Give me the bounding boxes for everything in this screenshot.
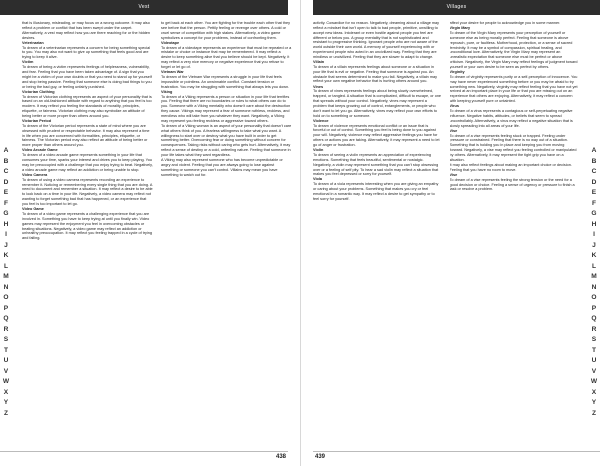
entry-heading: Virgin Mary [449, 26, 471, 31]
entry-text: To dream of using a video camera represents recording an experience to remember it. Noticing or remembering every single thing that you are doing. A need to document and remember a situation. It may reflect a desire to be able to look back on a time in your life. Negatively, a video camera may reflect not wanting to forget something bad that has happened, or an experience that you feel is too important to let go. [22, 177, 153, 206]
entry-heading: Victim [22, 60, 34, 65]
dictionary-entry [161, 70, 292, 89]
entry-text: To dream of a video arcade game represents something in your life that consumes your time, sparks your interest and drives you to keep playing. You may be preoccupied with a challenge that you enjoy trying to beat. Negatively, a video arcade game may reflect an addiction or being unable to stop. [22, 153, 153, 172]
alphabet-letter: E [3, 189, 9, 196]
entry-heading: Violin [313, 148, 324, 153]
alphabet-letter: G [591, 210, 597, 217]
right-page [300, 0, 600, 466]
entry-text: To dream of violence represents emotional conflict or an issue that is forceful or out of control. Something you feel is being done to you against your will. Negatively, violence may reflect aggressive feelings you have for others or actions you are taking. Alternatively, it may represent a need to let go of anger or frustration. [313, 123, 440, 147]
right-column-2 [450, 21, 579, 440]
alphabet-letter: J [4, 241, 8, 249]
entry-heading: Vietnam War [161, 70, 184, 75]
entry-text: To dream of Victorian clothing represents an aspect of your personality that is based on an old-fashioned attitude with regard to anything that you feel is too modern. It may reflect you feeling the standards of morality, principles, etiquette, or fairness. Victorian clothing may also symbolize an attitude of being better or more proper than others around you. [22, 94, 152, 118]
alphabet-letter: M [591, 273, 597, 280]
entry-heading: Violence [313, 118, 329, 123]
entry-text: To dream of the Vietnam War represents a struggle in your life that feels impossible or pointless. An unwinnable conflict. Constant tension or frustration. You may be struggling with something that always lets you down. [161, 74, 290, 89]
alphabet-letter: P [3, 304, 9, 312]
alphabet-letter: O [3, 294, 9, 301]
entry-heading: Veterinarian [22, 40, 44, 45]
alphabet-letter: Y [3, 399, 9, 406]
entry-text: A Viking may also represent someone who has become unpredictable or angry and violent. Feeling that you are always going to lose against something or someone you can't control. Villains may mean you have something to watch out for. [161, 158, 283, 177]
entry-heading: Videotape [161, 40, 180, 45]
alphabet-letter: I [593, 231, 595, 238]
alphabet-letter: A [591, 147, 597, 154]
dictionary-entry [450, 173, 579, 192]
dictionary-entry [22, 119, 153, 148]
entry-text: To dream of a villain represents feelings about someone or a situation in your life that is evil or negative. Feeling that someone is against you. An obstacle that seems determined to make you fail. Negatively, a villain may reflect your own negative behavior that is hurting others around you. [313, 64, 438, 84]
dictionary-entry [313, 21, 442, 60]
dictionary-entry [450, 104, 579, 128]
alphabet-letter: Q [591, 315, 597, 322]
alphabet-letter: X [591, 388, 597, 396]
dictionary-entry [22, 148, 153, 172]
alphabet-letter: D [591, 178, 597, 186]
alphabet-letter: B [3, 157, 9, 165]
entry-text: To dream of a veterinarian represents a concern for being something special to you. You may also not want to give up something that feels good and are trying to keep it alive. [22, 45, 151, 60]
alphabet-letter: K [3, 252, 9, 259]
alphabet-letter: E [591, 189, 597, 196]
entry-text: to get back at each other. You are fighting for the trouble each other that they see before that the person. Pettily feeling or revenge over others. A cold or cruel sense of competition with high stakes. Alternatively, a video game symbolizes a concept for your problems, instead of confronting them. [161, 21, 290, 40]
entry-text: that is illusionary, misleading, or may focus on a wrong outcome. It may also reflect a problem or conflict that has been swept under the carpet. Alternatively, a vest may reflect how you are there reaching for or the hidden desires. [22, 21, 151, 40]
dictionary-entry [161, 41, 292, 70]
alphabet-letter: A [3, 147, 9, 154]
entry-text: To dream of vines represents feelings about being slowly overwhelmed, trapped, or tangled. A situation that is complicated, difficult to escape, or one that spreads without your control. Negatively, vines may represent a problem that keeps growing out of control, entanglements, or people who don't want to let you go. Alternatively, vines may reflect your own efforts to hold on to something or someone. [313, 89, 442, 118]
dictionary-entry [313, 177, 442, 201]
entry-text: To dream of a vise represents feeling stuck or trapped. Feeling under pressure or constrained. Feeling that there is no way out of a situation. Something that is holding you in place and keeping you from moving forward. Negatively, a vise may reflect you feeling controlled or manipulated by others. Alternatively, it may represent the tight grip you have on a situation. [449, 133, 577, 162]
alphabet-letter: D [3, 178, 9, 186]
dictionary-entry [313, 119, 442, 148]
entry-heading: Villain [313, 60, 325, 65]
entry-text: It may also reflect feelings about making an important choice or decision. Feeling that you have no room to move. [449, 162, 572, 172]
dictionary-entry [313, 148, 442, 177]
entry-heading: Vise [449, 172, 458, 177]
alphabet-letter: U [591, 357, 597, 364]
entry-text: To dream of the Victorian period represents a state of mind where you are obsessed with prudent or respectable behavior. It may also represent a time in life when you are concerned with formalities, principles, etiquette, or fairness. The Victorian period may also reflect an attitude of being better or more proper than others around you. [22, 123, 150, 148]
right-page-header: Villages [313, 0, 600, 15]
entry-text: activity. Cowardice for no reason. Negatively, dreaming about a village may reflect a mindset that isn't open to talk to bad people, primitive, unwilling to accept new ideas. Intolerant or even hostile against people you feel are different or below you. A group mentality that is not sophisticated and resistant to progressive thinking. Ignorant people who are not aware of the world outside their own world. A memory of yourself experiencing with or experienced people who acted in an uncivilized way. Feeling that they are mindless or uncivilized. Feeling that they are slower to adapt to change. [313, 21, 440, 59]
dictionary-entry [313, 60, 442, 84]
alphabet-letter: Q [3, 315, 9, 322]
entry-heading: Video Camera [22, 172, 48, 177]
entry-heading: Vines [313, 84, 324, 89]
alphabet-letter: N [591, 283, 597, 291]
alphabet-letter: F [3, 199, 9, 207]
alphabet-letter: S [591, 336, 597, 343]
alphabet-letter: V [3, 367, 9, 375]
alphabet-letter: Z [591, 409, 597, 417]
alphabet-letter: L [591, 262, 597, 270]
alphabet-letter: M [3, 273, 9, 280]
dictionary-entry [450, 70, 579, 104]
left-page-number: 438 [275, 454, 286, 460]
alphabet-letter: X [3, 388, 9, 396]
right-page-footer [313, 451, 600, 466]
left-page-header: Vest [0, 0, 288, 15]
entry-heading: Virus [449, 104, 459, 109]
alphabet-letter: Z [3, 409, 9, 417]
alphabet-letter: P [591, 304, 597, 312]
alphabet-letter: O [591, 294, 597, 301]
alphabet-letter: H [591, 220, 597, 228]
alphabet-letter: W [2, 378, 10, 385]
dictionary-entry [161, 21, 292, 40]
entry-heading: Viola [313, 177, 323, 182]
entry-text: To dream of a virus represents a contagious or self-perpetuating negative influence. Negative habits, attitudes, or beliefs that seem to spread uncontrollably. Alternatively, a virus may reflect a negative situation that is slowly spreading into all areas of your life. [449, 109, 573, 128]
dictionary-entry [450, 129, 579, 163]
left-column-1 [22, 21, 153, 440]
right-page-columns [313, 21, 578, 440]
alphabet-letter: R [3, 325, 9, 333]
right-column-1 [313, 21, 442, 440]
entry-heading: Virginity [449, 70, 465, 75]
alphabet-letter: V [591, 367, 597, 375]
entry-heading: Video Game [22, 207, 44, 212]
alphabet-letter: C [3, 168, 9, 175]
entry-heading: Victorian Clothing [22, 89, 55, 94]
alphabet-letter: W [590, 378, 598, 385]
dictionary-entry [313, 85, 442, 119]
dictionary-entry [22, 173, 153, 207]
alphabet-letter: F [591, 199, 597, 207]
alphabet-letter: U [3, 357, 9, 364]
entry-text: To dream of a video game represents a challenging experience that you are involved in. Something you have to keep trying at until you finally win. Video games may represent the enjoyment you feel in overcoming obstacles or beating situations. Negatively, a video game may reflect an addiction or unhealthy preoccupation. It may reflect you feeling trapped in a cycle of trying and failing. [22, 211, 153, 241]
dictionary-entry [22, 60, 153, 89]
entry-heading: Video Arcade Game [22, 148, 58, 153]
alphabet-letter: B [591, 157, 597, 165]
right-page-number: 439 [315, 454, 326, 460]
alphabet-letter: T [3, 346, 9, 354]
entry-text: To dream of virginity represents purity or a self-perception of innocence. You may have never experienced something before or you may be afraid to try something new. Negatively, virginity may reflect feeling that you have not yet arrived at an important place in your life or that you are missing out on an experience that others are enjoying. Alternatively, it may reflect a concern with keeping yourself pure or untainted. [449, 74, 578, 104]
entry-text: To dream of seeing a violin represents an appreciation of experiencing emotions. Something that feels beautiful, sentimental or nostalgic. Negatively, a violin may represent something that you can't stop obsessing over or a feeling of self pity. To hear a sad violin may reflect a situation that makes you feel depressed or sorry for yourself. [313, 152, 439, 177]
alphabet-letter: G [3, 210, 9, 217]
dictionary-entry [450, 163, 579, 173]
entry-text: To dream of a viola represents interesting when you are giving an empathy or caring about your problems. Something that makes you cry or feel emotional in a romantic way. It may reflect a desire to get sympathy or to feel sorry for yourself. [313, 182, 439, 201]
alphabet-letter: T [591, 346, 597, 354]
left-page-footer [0, 451, 288, 466]
entry-text: To dream of the Virgin Mary represents your perception of yourself or someone else as being morally perfect. Feeling that someone is above reproach, pure, or faultless. Motherhood, protection, or a sense of sacred femininity. It may be a symbol of compassion, spiritual healing, and unconditional love. Alternatively, the Virgin Mary may represent an unrealistic expectation that someone else must be perfect or above criticism. Negatively, the Virgin Mary may reflect feelings of judgment toward yourself or your own desire to be seen as perfect by others. [449, 30, 578, 69]
entry-text: To dream of a videotape represents an experience that must be repeated or a mistake or choice or instance that may be remembered. It may reflect a desire to keep something alive that you believe should be kept. Negatively, it may reflect a very nice memory or negative experience that you refuse to forget or let go of. [161, 45, 292, 69]
entry-text: To dream of a vise represents feeling the strong tension or the need for a good decision or choice. Feeling a sense of urgency or pressure to finish a task or resolve a problem. [449, 177, 575, 192]
alphabet-letter: N [3, 283, 9, 291]
alphabet-letter: R [591, 325, 597, 333]
dictionary-entry [450, 21, 579, 26]
alphabet-letter: K [591, 252, 597, 259]
entry-heading: Vise [449, 128, 458, 133]
right-alphabet-index [589, 146, 599, 419]
alphabet-letter: H [3, 220, 9, 228]
dictionary-entry [161, 90, 292, 124]
left-page-columns [22, 21, 292, 440]
dictionary-entry [161, 124, 292, 158]
alphabet-letter: L [3, 262, 9, 270]
left-alphabet-index [1, 146, 11, 419]
dictionary-entry [161, 158, 292, 177]
dictionary-entry [22, 207, 153, 241]
entry-text: To dream of a Viking woman is an aspect of your personality that doesn't care what others think of you. A fearless willingness to take what you want. A willingness to start over or destroy what you have built in order to get something better. Overcoming fear or doing something without concern for consequences. Taking risks without caring who gets hurt. Alternatively, it may reflect a sense of destiny or a cold, unfeeling nature. Feeling that someone in your life takes what they want regardless. [161, 123, 292, 157]
entry-text: affect your desire for people to acknowledge you in some manner. [449, 21, 561, 25]
alphabet-letter: I [5, 231, 7, 238]
dictionary-entry [22, 21, 153, 40]
entry-heading: Viking [161, 89, 173, 94]
entry-text: To dream of a Viking represents a person or situation in your life that terrifies you. Feeling that there are no boundaries or rules to what others can do to you. Someone with a Viking mentality who doesn't care about the destruction they cause. Vikings may represent a fear of someone ruthless, reckless, and merciless who will take from you whatever they want. Negatively, a Viking may represent you feeling reckless or aggressive toward others. [161, 94, 291, 123]
alphabet-letter: C [591, 168, 597, 175]
dictionary-entry [450, 26, 579, 70]
entry-text: To dream of being a victim represents feelings of helplessness, vulnerability, and fear. Feeling that you have been taken advantage of. A sign that you might be a victim of your own doubts or that you need to stand up for yourself and stop being passive. Feeling that someone else is doing bad things to you or being the bad guy, or feeling unfairly punished. [22, 65, 152, 89]
dictionary-entry [22, 41, 153, 60]
alphabet-letter: Y [591, 399, 597, 406]
left-column-2 [161, 21, 292, 440]
alphabet-letter: S [3, 336, 9, 343]
dictionary-entry [22, 90, 153, 119]
alphabet-letter: J [592, 241, 596, 249]
entry-heading: Victorian Period [22, 119, 52, 124]
